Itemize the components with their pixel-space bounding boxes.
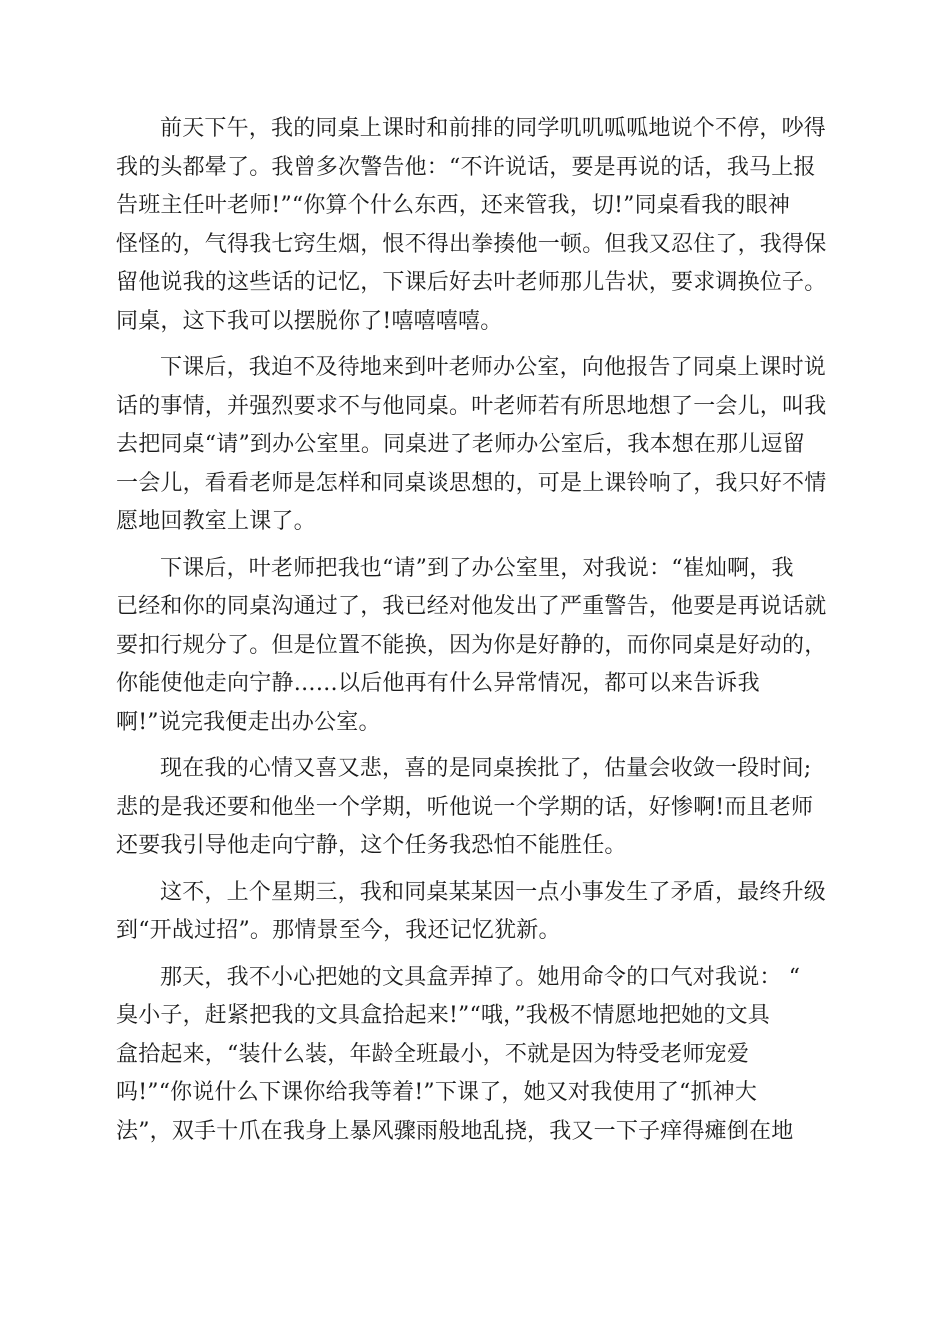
text-line: 还要我引导他走向宁静，这个任务我恐怕不能胜任。 <box>116 833 627 858</box>
paragraph <box>116 550 836 743</box>
text-line: 现在我的心情又喜又悲，喜的是同桌挨批了，估量会收敛一段时间; <box>160 756 812 781</box>
text-line: 到“开战过招”。那情景至今，我还记忆犹新。 <box>116 918 561 943</box>
document-body <box>116 110 836 1159</box>
text-line: 法”，双手十爪在我身上暴风骤雨般地乱挠，我又一下子痒得瘫倒在地 <box>116 1118 794 1144</box>
text-line: 告班主任叶老师!”“你算个什么东西，还来管我，切!”同桌看我的眼神 <box>116 193 791 218</box>
text-line: 下课后，叶老师把我也“请”到了办公室里，对我说：“崔灿啊，我 <box>160 555 794 581</box>
text-line: 留他说我的这些话的记忆，下课后好去叶老师那儿告状，要求调换位子。 <box>116 270 827 295</box>
text-line: 吗!”“你说什么下课你给我等着!”下课了，她又对我使用了“抓神大 <box>116 1080 758 1105</box>
text-line: 悲的是我还要和他坐一个学期，听他说一个学期的话，好惨啊!而且老师 <box>116 794 814 820</box>
text-line: 话的事情，并强烈要求不与他同桌。叶老师若有所思地想了一会儿，叫我 <box>116 393 827 419</box>
text-line: 盒拾起来，“装什么装，年龄全班最小，不就是因为特受老师宠爱 <box>116 1041 750 1067</box>
paragraph <box>116 959 836 1152</box>
text-line: 我的头都晕了。我曾多次警告他：“不许说话，要是再说的话，我马上报 <box>116 154 816 180</box>
text-line: 臭小子，赶紧把我的文具盒拾起来!”“哦，”我极不情愿地把她的文具 <box>116 1003 770 1028</box>
text-line: 已经和你的同桌沟通过了，我已经对他发出了严重警告，他要是再说话就 <box>116 594 827 619</box>
text-line: 愿地回教室上课了。 <box>116 509 316 534</box>
text-line: 要扣行规分了。但是位置不能换，因为你是好静的，而你同桌是好动的， <box>116 632 827 658</box>
text-line: 下课后，我迫不及待地来到叶老师办公室，向他报告了同桌上课时说 <box>160 355 827 380</box>
text-line: 那天，我不小心把她的文具盒弄掉了。她用命令的口气对我说： “ <box>160 964 801 990</box>
paragraph <box>116 874 836 951</box>
text-line: 同桌，这下我可以摆脱你了!嘻嘻嘻嘻。 <box>116 308 503 334</box>
text-line: 你能使他走向宁静……以后他再有什么异常情况，都可以来告诉我 <box>116 671 760 696</box>
paragraph <box>116 750 836 866</box>
paragraph <box>116 110 836 341</box>
text-line: 前天下午，我的同桌上课时和前排的同学叽叽呱呱地说个不停，吵得 <box>160 116 827 141</box>
text-line: 怪怪的，气得我七窍生烟，恨不得出拳揍他一顿。但我又忍住了，我得保 <box>116 231 827 257</box>
paragraph <box>116 349 836 542</box>
text-line: 一会儿，看看老师是怎样和同桌谈思想的，可是上课铃响了，我只好不情 <box>116 470 827 496</box>
text-line: 这不，上个星期三，我和同桌某某因一点小事发生了矛盾，最终升级 <box>160 879 827 905</box>
text-line: 去把同桌“请”到办公室里。同桌进了老师办公室后，我本想在那儿逗留 <box>116 432 805 457</box>
text-line: 啊!”说完我便走出办公室。 <box>116 709 381 735</box>
